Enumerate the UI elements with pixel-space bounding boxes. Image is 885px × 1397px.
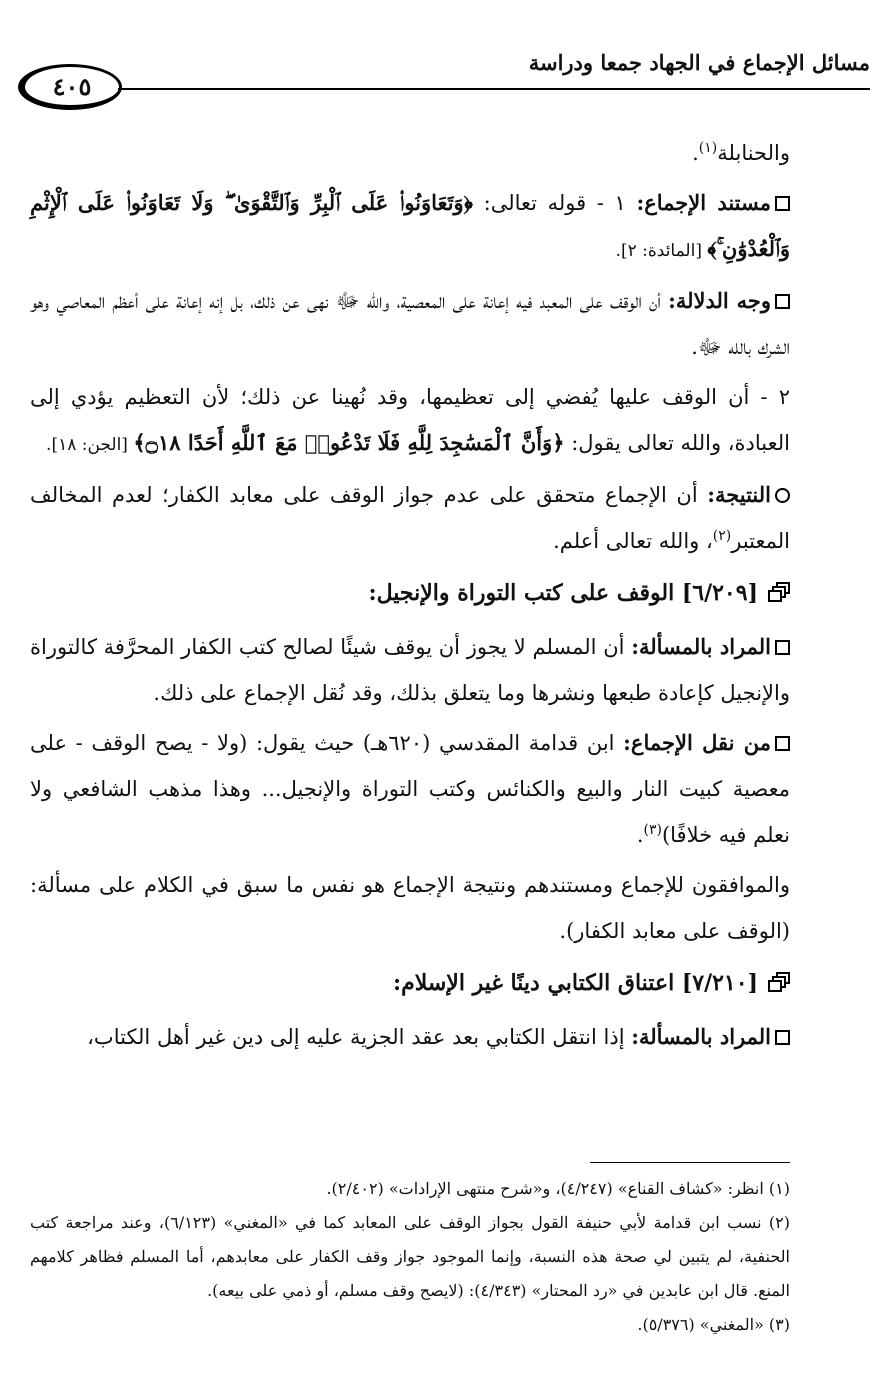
- paragraph: والحنابلة$^{(١)}$.: [692, 140, 790, 165]
- stacked-pages-icon: [768, 972, 790, 992]
- text: والموافقون للإجماع ومستندهم ونتيجة الإجماع هو نفس ما سبق في الكلام على مسألة: (الوقف على معابد الكفار).: [30, 873, 790, 943]
- footnote-separator: [590, 1162, 790, 1163]
- text: ٢ - أن الوقف عليها يُفضي إلى تعظيمها، وقد نُهينا عن ذلك؛ لأن التعظيم يؤدي إلى العبادة، والله تعالى يقول:: [30, 385, 790, 455]
- term-label: وجه الدلالة:: [668, 288, 771, 313]
- text: ، والله تعالى أعلم.: [553, 529, 713, 553]
- term-label: من نقل الإجماع:: [623, 730, 771, 755]
- paragraph-transmitter: [30, 720, 790, 858]
- page-number: ٤٠٥: [18, 64, 122, 110]
- text: ١ - قوله تعالى:: [472, 191, 637, 215]
- verse-reference: [المائدة: ٢].: [615, 241, 708, 261]
- term-label: النتيجة:: [707, 482, 771, 507]
- footnote: (١) انظر: «كشاف القناع» (٤/٢٤٧)، و«شرح منتهى الإرادات» (٢/٤٠٢).: [326, 1179, 790, 1198]
- verse-reference: [الجن: ١٨].: [46, 435, 134, 455]
- footnote-ref: (١): [698, 140, 718, 156]
- header-title: مسائل الإجماع في الجهاد جمعا ودراسة: [528, 50, 870, 75]
- header-rule: [118, 88, 870, 90]
- footnote-ref: (٢): [712, 528, 732, 544]
- stacked-pages-icon: [768, 582, 790, 602]
- paragraph-agreement: [30, 862, 790, 954]
- heading-text: [٧/٢١٠] اعتناق الكتابي دينًا غير الإسلام:: [392, 970, 758, 996]
- paragraph-indication: [30, 278, 790, 370]
- text: ابن قدامة المقدسي (٦٢٠هـ) حيث يقول: (ولا - يصح الوقف - على معصية كبيت النار والبيع والكنائس وكتب التوراة والإنجيل... وهذا مذهب الشافعي ولا نعلم فيه خلافًا): [30, 731, 790, 847]
- section-heading: [30, 960, 790, 1006]
- term-label: المراد بالمسألة:: [631, 634, 771, 659]
- text: أن المسلم لا يجوز أن يوقف شيئًا لصالح كتب الكفار المحرَّفة كالتوراة والإنجيل كإعادة طبعها ونشرها وما يتعلق بذلك، وقد نُقل الإجماع على ذلك.: [30, 635, 790, 705]
- footnote-ref: (٣): [643, 822, 662, 838]
- square-bullet-icon: [775, 294, 790, 309]
- paragraph-result: [30, 472, 790, 564]
- text: والحنابلة: [717, 141, 790, 165]
- text: إذا انتقل الكتابي بعد عقد الجزية عليه إلى دين غير أهل الكتاب،: [87, 1025, 632, 1049]
- square-bullet-icon: [775, 1030, 790, 1045]
- quran-verse: ﴿وَتَعَاوَنُوا۟ عَلَى ٱلْبِرِّ وَٱلتَّقْوَىٰ ۖ وَلَا تَعَاوَنُوا۟ عَلَى ٱلْإِثْمِ وَٱلْعُدْوَٰنِ ۚ﴾: [30, 190, 790, 261]
- square-bullet-icon: [775, 196, 790, 211]
- running-header: [18, 40, 870, 118]
- paragraph-second-reason: [30, 374, 790, 468]
- circle-bullet-icon: [775, 488, 790, 503]
- heading-text: [٦/٢٠٩] الوقف على كتب التوراة والإنجيل:: [368, 580, 758, 606]
- footnote: (٣) «المغني» (٥/٣٧٦).: [637, 1315, 790, 1334]
- footnotes: [30, 1172, 790, 1342]
- section-heading: [30, 570, 790, 616]
- paragraph-meaning: [30, 624, 790, 716]
- main-text: [30, 130, 790, 1062]
- text: .: [636, 823, 644, 847]
- text: أن الإجماع متحقق على عدم جواز الوقف على معابد الكفار؛ لعدم المخالف المعتبر: [30, 483, 790, 553]
- square-bullet-icon: [775, 640, 790, 655]
- quran-verse: ﴿وَأَنَّ ٱلْمَسَٰجِدَ لِلَّهِ فَلَا تَدْعُوا۟ مَعَ ٱللَّهِ أَحَدًا ۝١٨﴾: [133, 430, 565, 455]
- text: أن الوقف على المعبد فيه إعانة على المعصية، والله ﷻ نهى عن ذلك، بل إنه إعانة على أعظم المعاصي وهو الشرك بالله ﷻ.: [30, 289, 790, 359]
- footnote: (٢) نسب ابن قدامة لأبي حنيفة القول بجواز الوقف على المعابد كما في «المغني» (٦/١٢٣)، وعند مراجعة كتب الحنفية، لم يتبين لي صحة هذه النسبة، وإنما الموجود جواز وقف الكفار على معابدهم، أما المسلم فظاهر كلامهم المنع. قال ابن عابدين في «رد المحتار» (٤/٣٤٣): (لايصح وقف مسلم، أو ذمي على بيعه).: [30, 1213, 790, 1300]
- paragraph-meaning: [30, 1014, 790, 1060]
- term-label: المراد بالمسألة:: [631, 1024, 771, 1049]
- term-label: مستند الإجماع:: [636, 190, 771, 215]
- paragraph-evidence: [30, 180, 790, 274]
- square-bullet-icon: [775, 736, 790, 751]
